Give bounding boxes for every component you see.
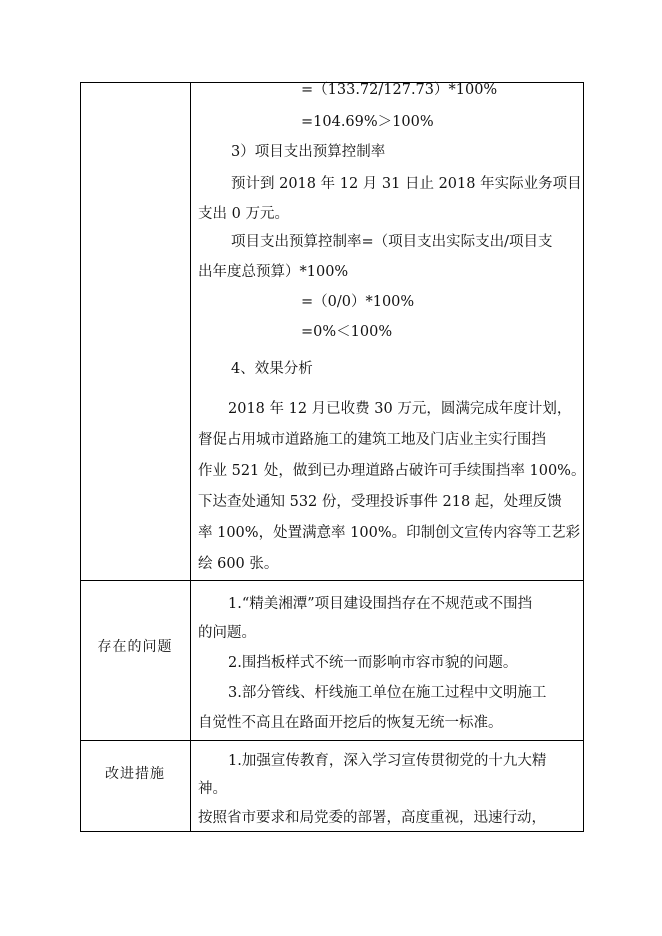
report-table [80, 82, 584, 832]
row-divider [80, 580, 584, 581]
paragraph-line: 率 100%，处置满意率 100%。印制创文宣传内容等工艺彩 [198, 525, 581, 541]
paragraph-line: 绘 600 张。 [198, 556, 279, 572]
problem-item: 自觉性不高且在路面开挖后的恢复无统一标准。 [198, 715, 503, 731]
formula-result: =104.69%＞100% [301, 114, 434, 130]
section-heading: 3）项目支出预算控制率 [231, 144, 386, 160]
row-label-problems: 存在的问题 [97, 639, 173, 655]
row-label-improvements: 改进措施 [105, 766, 165, 782]
row-divider [80, 740, 584, 741]
table-border-right [583, 82, 584, 832]
table-border-bottom [80, 831, 584, 832]
formula-line: =（0/0）*100% [301, 294, 415, 310]
formula-line: =（133.72/127.73）*100% [301, 82, 498, 98]
section-heading: 4、效果分析 [231, 361, 313, 377]
improvement-item: 按照省市要求和局党委的部署，高度重视，迅速行动， [198, 810, 546, 826]
paragraph-line: 预计到 2018 年 12 月 31 日止 2018 年实际业务项目 [231, 176, 582, 192]
paragraph-line: 2018 年 12 月已收费 30 万元，圆满完成年度计划， [228, 401, 572, 417]
table-column-divider [190, 82, 191, 832]
problem-item: 2.围挡板样式不统一而影响市容市貌的问题。 [228, 655, 518, 671]
paragraph-line: 出年度总预算）*100% [198, 264, 349, 280]
problem-item: 1.“精美湘潭”项目建设围挡存在不规范或不围挡 [228, 596, 533, 612]
table-border-left [80, 82, 81, 832]
paragraph-line: 项目支出预算控制率=（项目支出实际支出/项目支 [231, 234, 553, 250]
problem-item: 3.部分管线、杆线施工单位在施工过程中文明施工 [228, 685, 547, 701]
paragraph-line: 支出 0 万元。 [198, 206, 289, 222]
improvement-item: 1.加强宣传教育，深入学习宣传贯彻党的十九大精 [228, 753, 547, 769]
paragraph-line: 督促占用城市道路施工的建筑工地及门店业主实行围挡 [198, 432, 546, 448]
problem-item: 的问题。 [198, 625, 256, 641]
paragraph-line: 下达查处通知 532 份，受理投诉事件 218 起，处理反馈 [198, 494, 562, 510]
paragraph-line: 作业 521 处，做到已办理道路占破许可手续围挡率 100%。 [198, 463, 586, 479]
improvement-item: 神。 [198, 781, 227, 797]
formula-result: =0%＜100% [301, 324, 393, 340]
